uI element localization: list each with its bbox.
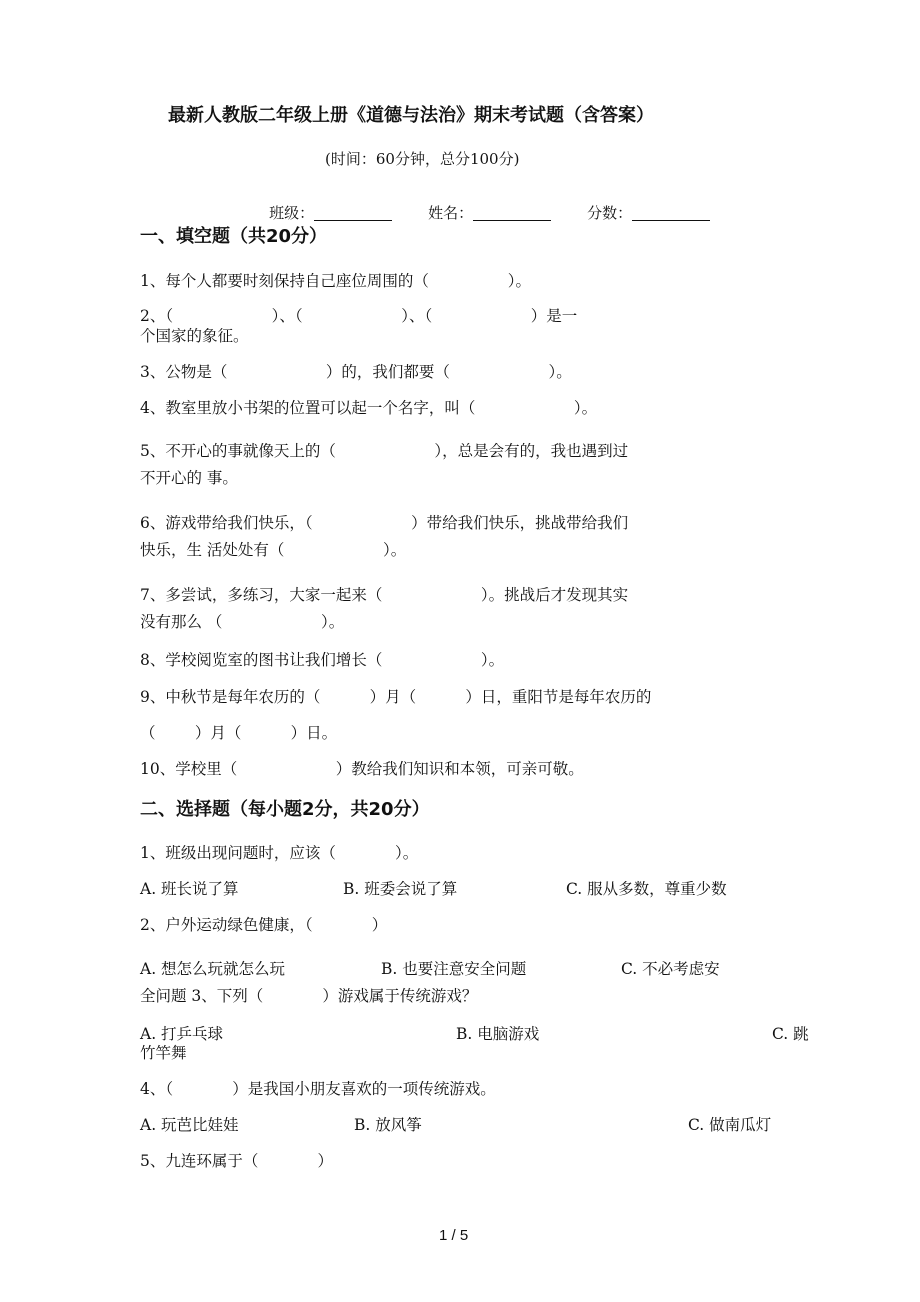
page-number: 1 / 5 bbox=[439, 1227, 469, 1244]
name-field[interactable] bbox=[473, 204, 551, 221]
question-1-10: 10、学校里（ ）教给我们知识和本领，可亲可敬。 bbox=[140, 760, 584, 778]
section-heading-fill-blank: 一、填空题（共20分） bbox=[140, 226, 328, 247]
exam-time-note: (时间：60分钟，总分100分) bbox=[325, 150, 520, 168]
question-1-9-line1: 9、中秋节是每年农历的（ ）月（ ）日，重阳节是每年农历的 bbox=[140, 688, 652, 706]
class-label: 班级： bbox=[269, 204, 315, 222]
section-heading-choice: 二、选择题（每小题2分，共20分） bbox=[140, 799, 430, 820]
option-2-3-c-cont: 竹竿舞 bbox=[140, 1044, 187, 1062]
question-1-2-line1: 2、（ ）、（ ）、（ ）是一 bbox=[140, 307, 578, 325]
question-1-3: 3、公物是（ ）的，我们都要（ ）。 bbox=[140, 363, 572, 381]
question-1-8: 8、学校阅览室的图书让我们增长（ ）。 bbox=[140, 651, 505, 669]
option-2-1-c: C. 服从多数，尊重少数 bbox=[566, 880, 727, 898]
option-2-2-b: B. 也要注意安全问题 bbox=[381, 960, 527, 978]
question-1-7-line1: 7、多尝试，多练习，大家一起来（ ）。挑战后才发现其实 bbox=[140, 586, 629, 604]
option-2-4-c: C. 做南瓜灯 bbox=[688, 1116, 772, 1134]
class-field[interactable] bbox=[314, 204, 392, 221]
option-2-3-c: C. 跳 bbox=[772, 1025, 809, 1043]
name-label: 姓名： bbox=[428, 204, 474, 222]
page-title: 最新人教版二年级上册《道德与法治》期末考试题（含答案） bbox=[168, 105, 654, 126]
score-field[interactable] bbox=[632, 204, 710, 221]
option-2-1-b: B. 班委会说了算 bbox=[343, 880, 458, 898]
question-1-9-line2: （ ）月（ ）日。 bbox=[140, 724, 338, 742]
question-1-6-line2: 快乐，生 活处处有（ ）。 bbox=[140, 541, 407, 559]
question-1-6-line1: 6、游戏带给我们快乐，（ ）带给我们快乐，挑战带给我们 bbox=[140, 514, 629, 532]
question-2-1: 1、班级出现问题时，应该（ ）。 bbox=[140, 844, 419, 862]
option-2-3-a: A. 打乒乓球 bbox=[140, 1025, 224, 1043]
option-2-3-b: B. 电脑游戏 bbox=[456, 1025, 540, 1043]
option-2-2-c: C. 不必考虑安 bbox=[621, 960, 720, 978]
option-2-4-b: B. 放风筝 bbox=[354, 1116, 422, 1134]
option-2-2-a: A. 想怎么玩就怎么玩 bbox=[140, 960, 286, 978]
question-1-1: 1、每个人都要时刻保持自己座位周围的（ ）。 bbox=[140, 272, 531, 290]
question-1-5-line2: 不开心的 事。 bbox=[140, 469, 238, 487]
question-2-2: 2、户外运动绿色健康，（ ） bbox=[140, 916, 388, 934]
question-1-4: 4、教室里放小书架的位置可以起一个名字，叫（ ）。 bbox=[140, 399, 598, 417]
option-2-1-a: A. 班长说了算 bbox=[140, 880, 239, 898]
option-2-4-a: A. 玩芭比娃娃 bbox=[140, 1116, 239, 1134]
question-1-5-line1: 5、不开心的事就像天上的（ ），总是会有的，我也遇到过 bbox=[140, 442, 629, 460]
question-2-5: 5、九连环属于（ ） bbox=[140, 1152, 333, 1170]
question-2-4: 4、（ ）是我国小朋友喜欢的一项传统游戏。 bbox=[140, 1080, 496, 1098]
score-label: 分数： bbox=[587, 204, 633, 222]
question-2-3: 全问题 3、下列（ ）游戏属于传统游戏？ bbox=[140, 987, 478, 1005]
question-1-2-line2: 个国家的象征。 bbox=[140, 327, 249, 345]
question-1-7-line2: 没有那么 （ ）。 bbox=[140, 613, 345, 631]
